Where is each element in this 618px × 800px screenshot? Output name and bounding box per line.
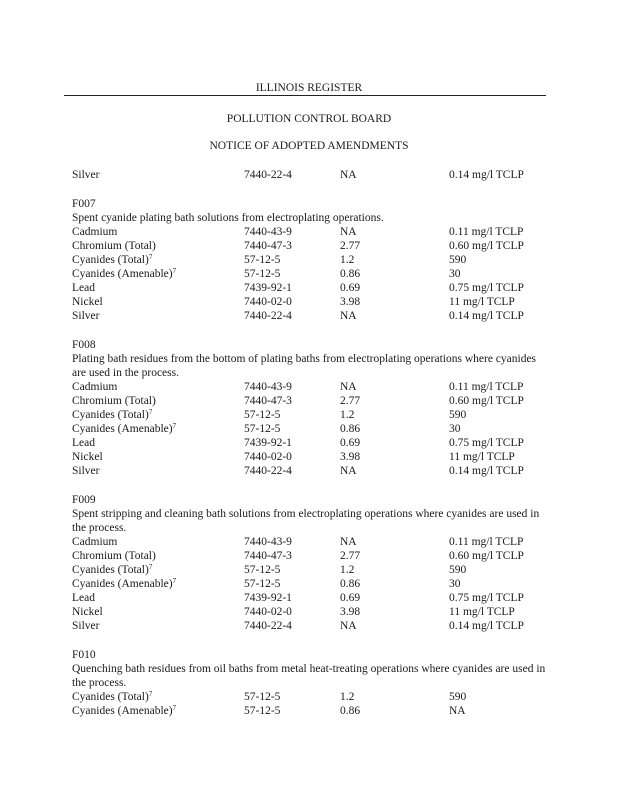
- nonwastewater-value: 0.14 mg/l TCLP: [449, 169, 524, 181]
- constituent-name: Lead: [72, 282, 95, 294]
- constituent-name: Lead: [72, 437, 95, 449]
- footnote-marker: 7: [148, 563, 153, 571]
- table-row: [72, 281, 552, 295]
- nonwastewater-value: 30: [449, 423, 461, 435]
- footnote-marker: 7: [172, 267, 177, 275]
- waste-code: F008: [72, 339, 96, 351]
- cas-number: 57-12-5: [244, 578, 281, 590]
- cas-number: 7440-43-9: [244, 226, 292, 238]
- nonwastewater-value: 0.14 mg/l TCLP: [449, 620, 524, 632]
- waste-code: F009: [72, 494, 96, 506]
- constituent-name: Cyanides (Amenable): [72, 705, 173, 717]
- constituent-name: Chromium (Total): [72, 550, 156, 562]
- cas-number: 7440-02-0: [244, 606, 292, 618]
- nonwastewater-value: 11 mg/l TCLP: [449, 451, 515, 463]
- footnote-marker: 7: [172, 577, 177, 585]
- nonwastewater-value: 590: [449, 691, 467, 703]
- wastewater-value: 1.2: [340, 564, 355, 576]
- table-row: [72, 577, 552, 591]
- nonwastewater-value: 590: [449, 254, 467, 266]
- waste-code: F007: [72, 198, 96, 210]
- constituent-cell: [72, 394, 156, 408]
- table-row: [72, 394, 552, 408]
- table-row: [72, 563, 552, 577]
- waste-description: Spent stripping and cleaning bath solutions from electroplating operations where cyanides are used in the process.: [72, 508, 540, 534]
- constituent-cell: [72, 690, 152, 704]
- nonwastewater-value: NA: [449, 705, 466, 717]
- footnote-marker: 7: [172, 704, 177, 712]
- waste-section-f007: [72, 197, 552, 323]
- cas-number: 57-12-5: [244, 423, 281, 435]
- cas-number: 57-12-5: [244, 409, 281, 421]
- constituent-name: Nickel: [72, 451, 103, 463]
- cas-number: 7440-47-3: [244, 395, 292, 407]
- nonwastewater-value: 30: [449, 268, 461, 280]
- nonwastewater-value: 0.75 mg/l TCLP: [449, 592, 524, 604]
- constituent-name: Cyanides (Total): [72, 564, 149, 576]
- waste-sections: [72, 197, 552, 718]
- table-row: [72, 168, 552, 182]
- constituent-name: Cadmium: [72, 226, 118, 238]
- cas-number: 7440-47-3: [244, 550, 292, 562]
- wastewater-value: NA: [340, 226, 357, 238]
- table-row: [72, 408, 552, 422]
- cas-number: 7440-43-9: [244, 536, 292, 548]
- nonwastewater-value: 11 mg/l TCLP: [449, 296, 515, 308]
- constituent-cell: [72, 704, 176, 718]
- footnote-marker: 7: [172, 422, 177, 430]
- constituent-name: Silver: [72, 465, 100, 477]
- table-row: [72, 605, 552, 619]
- constituent-name: Cyanides (Total): [72, 691, 149, 703]
- wastewater-value: 2.77: [340, 240, 361, 252]
- constituent-name: Lead: [72, 592, 95, 604]
- cas-number: 7440-22-4: [244, 310, 292, 322]
- wastewater-value: 3.98: [340, 451, 361, 463]
- wastewater-value: 0.86: [340, 578, 361, 590]
- cas-number: 7440-02-0: [244, 451, 292, 463]
- waste-section-f009: [72, 493, 552, 633]
- nonwastewater-value: 11 mg/l TCLP: [449, 606, 515, 618]
- footnote-marker: 7: [148, 690, 153, 698]
- wastewater-value: 2.77: [340, 395, 361, 407]
- constituent-name: Cyanides (Amenable): [72, 268, 173, 280]
- constituent-cell: [72, 577, 176, 591]
- wastewater-value: NA: [340, 465, 357, 477]
- wastewater-value: NA: [340, 536, 357, 548]
- constituent-cell: [72, 436, 95, 450]
- wastewater-value: 1.2: [340, 691, 355, 703]
- cas-number: 7439-92-1: [244, 282, 292, 294]
- nonwastewater-value: 30: [449, 578, 461, 590]
- table-row: [72, 704, 552, 718]
- nonwastewater-value: 0.14 mg/l TCLP: [449, 310, 524, 322]
- nonwastewater-value: 590: [449, 409, 467, 421]
- constituent-name: Cadmium: [72, 381, 118, 393]
- header-rule: [64, 95, 546, 96]
- nonwastewater-value: 0.11 mg/l TCLP: [449, 381, 524, 393]
- waste-code: F010: [72, 649, 96, 661]
- table-row: [72, 309, 552, 323]
- table-row: [72, 619, 552, 633]
- nonwastewater-value: 0.11 mg/l TCLP: [449, 226, 524, 238]
- table-row: [72, 549, 552, 563]
- constituent-cell: [72, 253, 152, 267]
- register-title: ILLINOIS REGISTER: [255, 82, 363, 94]
- constituent-cell: [72, 605, 103, 619]
- cas-number: 7439-92-1: [244, 592, 292, 604]
- waste-description: Plating bath residues from the bottom of plating baths from electroplating operations where cyanides are used in the process.: [72, 353, 537, 379]
- waste-section-f010: [72, 648, 552, 718]
- nonwastewater-value: 0.75 mg/l TCLP: [449, 437, 524, 449]
- table-row: [72, 690, 552, 704]
- wastewater-value: 0.69: [340, 437, 361, 449]
- constituent-cell: [72, 464, 99, 478]
- wastewater-value: 0.69: [340, 592, 361, 604]
- constituent-name: Chromium (Total): [72, 395, 156, 407]
- table-row: [72, 225, 552, 239]
- table-row: [72, 591, 552, 605]
- constituent-name: Cadmium: [72, 536, 118, 548]
- constituent-cell: [72, 408, 152, 422]
- constituent-cell: [72, 380, 117, 394]
- nonwastewater-value: 0.14 mg/l TCLP: [449, 465, 524, 477]
- wastewater-value: 0.86: [340, 705, 361, 717]
- nonwastewater-value: 0.11 mg/l TCLP: [449, 536, 524, 548]
- notice-title: NOTICE OF ADOPTED AMENDMENTS: [209, 140, 409, 152]
- constituent-cell: [72, 549, 156, 563]
- cas-number: 7440-22-4: [244, 620, 292, 632]
- cas-number: 7440-47-3: [244, 240, 292, 252]
- wastewater-value: NA: [340, 381, 357, 393]
- table-row: [72, 295, 552, 309]
- constituent-cell: [72, 309, 99, 323]
- constituent-cell: [72, 225, 117, 239]
- constituent-cell: [72, 295, 103, 309]
- nonwastewater-value: 0.60 mg/l TCLP: [449, 240, 524, 252]
- constituent-name: Cyanides (Total): [72, 409, 149, 421]
- constituent-cell: [72, 422, 176, 436]
- constituent-cell: [72, 591, 95, 605]
- table-row: [72, 422, 552, 436]
- table-row: [72, 464, 552, 478]
- constituent-name: Nickel: [72, 296, 103, 308]
- constituent-name: Cyanides (Total): [72, 254, 149, 266]
- wastewater-value: NA: [340, 169, 357, 181]
- waste-description: Quenching bath residues from oil baths from metal heat-treating operations where cyanides are used in the process.: [72, 663, 546, 689]
- table-row: [72, 253, 552, 267]
- regulation-table: [72, 168, 552, 718]
- constituent-name: Nickel: [72, 606, 103, 618]
- waste-section-f008: [72, 338, 552, 478]
- nonwastewater-value: 0.60 mg/l TCLP: [449, 550, 524, 562]
- constituent-cell: [72, 239, 156, 253]
- board-name: POLLUTION CONTROL BOARD: [226, 113, 392, 125]
- constituent-name: Cyanides (Amenable): [72, 578, 173, 590]
- constituent-cell: [72, 619, 99, 633]
- cas-number: 57-12-5: [244, 705, 281, 717]
- table-row: [72, 436, 552, 450]
- wastewater-value: 1.2: [340, 409, 355, 421]
- cas-number: 57-12-5: [244, 691, 281, 703]
- cas-number: 57-12-5: [244, 268, 281, 280]
- wastewater-value: 3.98: [340, 606, 361, 618]
- table-row: [72, 380, 552, 394]
- table-row: [72, 450, 552, 464]
- constituent-cell: [72, 563, 152, 577]
- cas-number: 57-12-5: [244, 564, 281, 576]
- wastewater-value: 0.86: [340, 268, 361, 280]
- cas-number: 57-12-5: [244, 254, 281, 266]
- footnote-marker: 7: [148, 253, 153, 261]
- table-row: [72, 535, 552, 549]
- constituent-cell: [72, 535, 117, 549]
- wastewater-value: 1.2: [340, 254, 355, 266]
- table-row: [72, 267, 552, 281]
- cas-number: 7440-22-4: [244, 465, 292, 477]
- cas-number: 7440-02-0: [244, 296, 292, 308]
- wastewater-value: 3.98: [340, 296, 361, 308]
- nonwastewater-value: 0.60 mg/l TCLP: [449, 395, 524, 407]
- constituent-name: Silver: [72, 169, 100, 181]
- waste-description: Spent cyanide plating bath solutions from electroplating operations.: [72, 212, 384, 224]
- wastewater-value: NA: [340, 620, 357, 632]
- constituent-name: Silver: [72, 620, 100, 632]
- wastewater-value: 0.69: [340, 282, 361, 294]
- constituent-name: Silver: [72, 310, 100, 322]
- nonwastewater-value: 590: [449, 564, 467, 576]
- footnote-marker: 7: [148, 408, 153, 416]
- constituent-name: Cyanides (Amenable): [72, 423, 173, 435]
- cas-number: 7440-43-9: [244, 381, 292, 393]
- wastewater-value: 0.86: [340, 423, 361, 435]
- wastewater-value: 2.77: [340, 550, 361, 562]
- constituent-cell: [72, 267, 176, 281]
- cas-number: 7440-22-4: [244, 169, 292, 181]
- table-row: [72, 239, 552, 253]
- constituent-cell: [72, 281, 95, 295]
- cas-number: 7439-92-1: [244, 437, 292, 449]
- nonwastewater-value: 0.75 mg/l TCLP: [449, 282, 524, 294]
- wastewater-value: NA: [340, 310, 357, 322]
- constituent-name: Chromium (Total): [72, 240, 156, 252]
- constituent-cell: [72, 450, 103, 464]
